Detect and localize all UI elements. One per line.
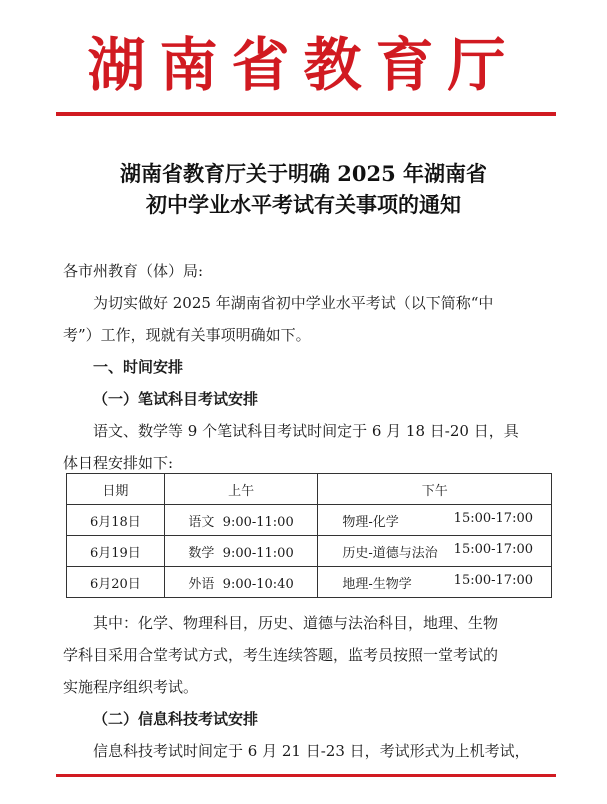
- table-row: [67, 536, 552, 567]
- pm-subject: 历史-道德与法治: [342, 545, 438, 561]
- masthead-red-rule: [56, 112, 556, 116]
- row-date: 6月20日: [67, 567, 165, 598]
- pm-subject: 物理-化学: [342, 514, 399, 530]
- header-afternoon: 下午: [318, 474, 552, 505]
- document-title-line-1: 湖南省教育厅关于明确 2025 年湖南省: [119, 161, 488, 186]
- section-heading-time-arrangement: 一、时间安排: [93, 358, 184, 376]
- note-line-2: 学科目采用合堂考试方式，考生连续答题，监考员按照一堂考试的: [63, 646, 499, 664]
- row-morning: [164, 505, 318, 536]
- subsection-heading-written-exams: （一）笔试科目考试安排: [93, 390, 259, 408]
- table-row: [67, 567, 552, 598]
- document-title-line-2: 初中学业水平考试有关事项的通知: [146, 192, 461, 217]
- exam-schedule-table: [66, 473, 552, 598]
- am-time: 9:00-10:40: [222, 576, 294, 592]
- row-afternoon: [318, 536, 552, 567]
- header-date: 日期: [67, 474, 165, 505]
- intro-line-1: 为切实做好 2025 年湖南省初中学业水平考试（以下简称“中: [93, 294, 494, 312]
- footer-red-rule: [56, 774, 556, 777]
- row-morning: [164, 536, 318, 567]
- masthead-title: 湖南省教育厅: [87, 31, 520, 99]
- table-row: [67, 505, 552, 536]
- salutation: 各市州教育（体）局:: [63, 262, 204, 280]
- pm-time: 15:00-17:00: [453, 572, 533, 588]
- note-line-3: 实施程序组织考试。: [63, 678, 199, 696]
- header-morning: 上午: [164, 474, 318, 505]
- it-exam-line-1: 信息科技考试时间定于 6 月 21 日-23 日，考试形式为上机考试，: [93, 742, 530, 760]
- written-exam-line-2: 体日程安排如下:: [63, 454, 174, 472]
- am-subject: 数学: [188, 545, 215, 561]
- intro-line-2: 考”）工作，现就有关事项明确如下。: [63, 326, 311, 344]
- am-subject: 语文: [188, 514, 215, 530]
- am-subject: 外语: [188, 576, 215, 592]
- am-time: 9:00-11:00: [222, 514, 294, 530]
- note-line-1: 其中：化学、物理科目，历史、道德与法治科目，地理、生物: [93, 614, 499, 632]
- row-morning: [164, 567, 318, 598]
- written-exam-line-1: 语文、数学等 9 个笔试科目考试时间定于 6 月 18 日-20 日，具: [93, 422, 519, 440]
- row-afternoon: [318, 505, 552, 536]
- row-afternoon: [318, 567, 552, 598]
- subsection-heading-it-exam: （二）信息科技考试安排: [93, 710, 259, 728]
- pm-time: 15:00-17:00: [453, 510, 533, 526]
- row-date: 6月18日: [67, 505, 165, 536]
- table-header-row: [67, 474, 552, 505]
- pm-time: 15:00-17:00: [453, 541, 533, 557]
- am-time: 9:00-11:00: [222, 545, 294, 561]
- row-date: 6月19日: [67, 536, 165, 567]
- pm-subject: 地理-生物学: [342, 576, 412, 592]
